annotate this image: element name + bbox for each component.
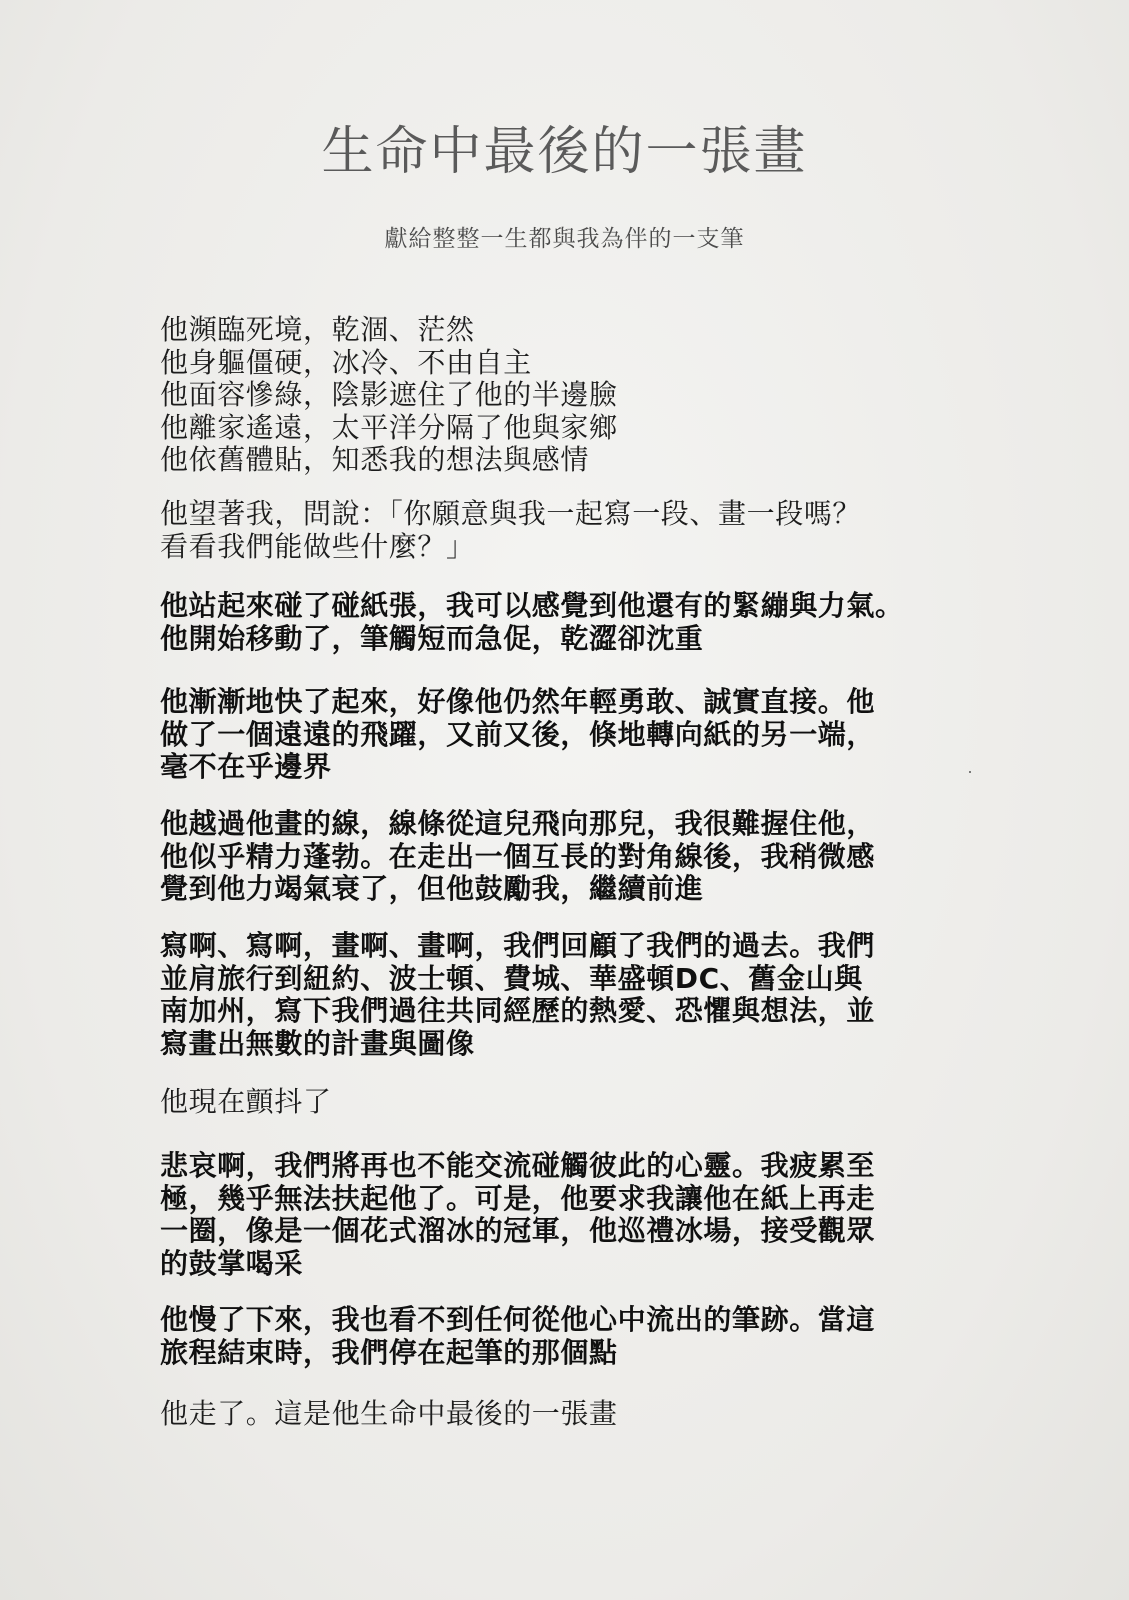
stanza-1 (160, 314, 618, 477)
poem-line: 覺到他力竭氣衰了，但他鼓勵我，繼續前進 (160, 872, 704, 905)
stanza-8 (160, 1150, 875, 1280)
poem-line: 看看我們能做些什麼？」 (160, 529, 475, 563)
poem-line: 他瀕臨死境，乾涸、茫然 (160, 313, 475, 346)
poem-line: 他漸漸地快了起來，好像他仍然年輕勇敢、誠實直接。他 (160, 685, 876, 718)
poem-line: 悲哀啊，我們將再也不能交流碰觸彼此的心靈。我疲累至 (160, 1149, 876, 1182)
poem-line: 做了一個遠遠的飛躍，又前又後，倏地轉向紙的另一端， (160, 717, 876, 751)
poem-line: 他望著我，問說：「你願意與我一起寫一段、畫一段嗎？ (160, 497, 862, 530)
poem-line: 他現在顫抖了 (160, 1085, 332, 1118)
stanza-5 (160, 808, 875, 906)
poem-line: 他依舊體貼，知悉我的想法與感情 (160, 443, 590, 476)
poem-line: 毫不在乎邊界 (160, 750, 332, 783)
poem-line: 他開始移動了，筆觸短而急促，乾澀卻沈重 (160, 621, 704, 655)
poem-line: 他身軀僵硬，冰冷、不由自主 (160, 345, 532, 379)
dedication-subtitle: 獻給整整一生都與我為伴的一支筆 (384, 226, 745, 252)
stanza-6 (160, 930, 875, 1060)
poem-line: 南加州，寫下我們過往共同經歷的熱愛、恐懼與想法，並 (160, 994, 876, 1027)
poem-line: 旅程結束時，我們停在起筆的那個點 (160, 1335, 618, 1369)
stanza-3 (160, 590, 904, 655)
page-title: 生命中最後的一張畫 (321, 122, 808, 182)
stanza-7 (160, 1086, 332, 1119)
poem-line: 他站起來碰了碰紙張，我可以感覺到他還有的緊繃與力氣。 (160, 589, 904, 622)
stanza-9 (160, 1304, 875, 1369)
poem-line: 一圈，像是一個花式溜冰的冠軍，他巡禮冰場，接受觀眾 (160, 1214, 876, 1247)
poem-line: 他離家遙遠，太平洋分隔了他與家鄉 (160, 410, 618, 444)
poem-line: 他慢了下來，我也看不到任何從他心中流出的筆跡。當這 (160, 1303, 876, 1336)
poem-line: 他越過他畫的線，線條從這兒飛向那兒，我很難握住他， (160, 807, 876, 840)
poem-line: 他面容慘綠，陰影遮住了他的半邊臉 (160, 378, 618, 411)
poem-line: 極，幾乎無法扶起他了。可是，他要求我讓他在紙上再走 (160, 1181, 876, 1215)
poem-line: 的鼓掌喝采 (160, 1246, 304, 1280)
poem-line: 寫啊、寫啊，畫啊、畫啊，我們回顧了我們的過去。我們 (160, 929, 876, 962)
poem-line: 他走了。這是他生命中最後的一張畫 (160, 1397, 618, 1430)
stanza-10 (160, 1398, 618, 1431)
poem-line: 他似乎精力蓬勃。在走出一個互長的對角線後，我稍微感 (160, 839, 876, 873)
stanza-4 (160, 686, 875, 784)
stanza-2 (160, 498, 861, 563)
poem-line: 寫畫出無數的計畫與圖像 (160, 1026, 475, 1060)
poem-line: 並肩旅行到紐約、波士頓、費城、華盛頓DC、舊金山與 (160, 961, 863, 995)
paper-speck (969, 771, 971, 773)
